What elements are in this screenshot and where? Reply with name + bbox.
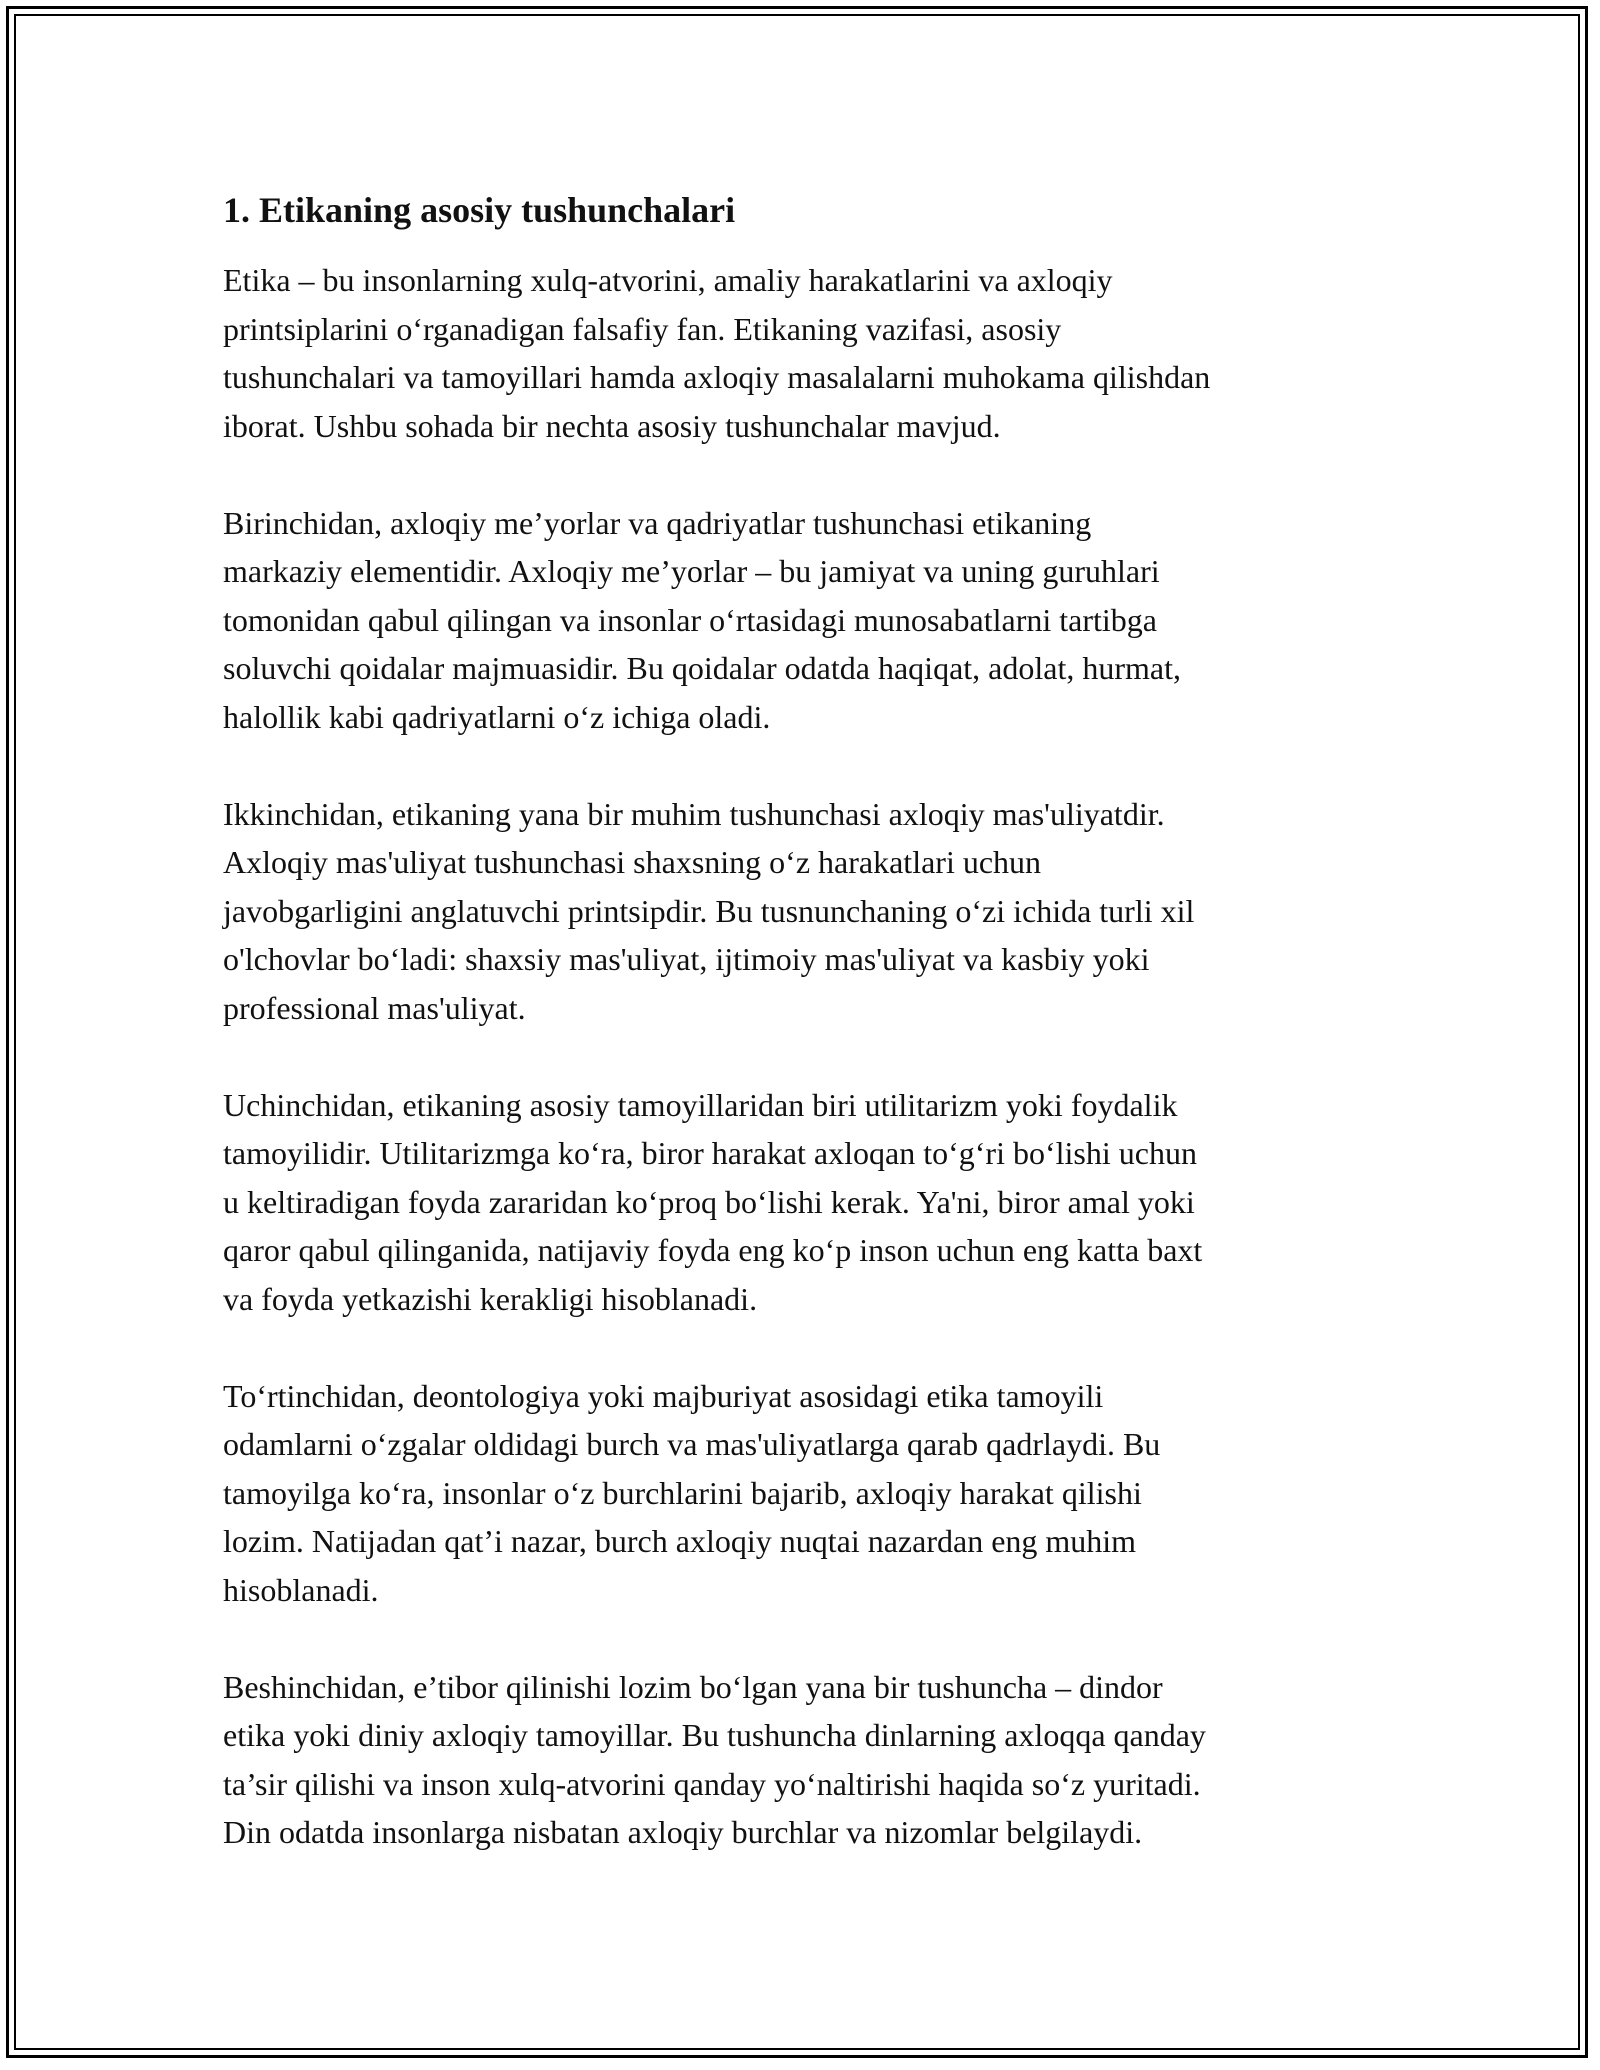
paragraph-line: odamlarni o‘zgalar oldidagi burch va mas'uliyatlarga qarab qadrlaydi. Bu	[223, 1426, 1161, 1462]
paragraph-line: tushunchalari va tamoyillari hamda axloqiy masalalarni muhokama qilishdan	[223, 359, 1211, 395]
paragraph-line: Axloqiy mas'uliyat tushunchasi shaxsning o‘z harakatlari uchun	[223, 844, 1042, 880]
paragraph-line: tomonidan qabul qilingan va insonlar o‘rtasidagi munosabatlarni tartibga	[223, 601, 1157, 638]
paragraph-line: Etika – bu insonlarning xulq-atvorini, amaliy harakatlarini va axloqiy	[223, 262, 1113, 298]
paragraph-line: o'lchovlar bo‘ladi: shaxsiy mas'uliyat, ijtimoiy mas'uliyat va kasbiy yoki	[223, 941, 1150, 977]
document-body	[223, 186, 1373, 1857]
paragraph	[223, 1372, 1373, 1615]
paragraph-line: hisoblanadi.	[223, 1571, 379, 1608]
paragraph-line: To‘rtinchidan, deontologiya yoki majburiyat asosidagi etika tamoyili	[223, 1377, 1104, 1414]
paragraph	[223, 1663, 1373, 1857]
paragraph-line: ta’sir qilishi va inson xulq-atvorini qanday yo‘naltirishi haqida so‘z yuritadi.	[223, 1765, 1201, 1802]
paragraph-line: va foyda yetkazishi kerakligi hisoblanadi.	[223, 1280, 758, 1317]
paragraph-line: tamoyilga ko‘ra, insonlar o‘z burchlarini bajarib, axloqiy harakat qilishi	[223, 1474, 1142, 1511]
paragraph-line: printsiplarini o‘rganadigan falsafiy fan. Etikaning vazifasi, asosiy	[223, 310, 1062, 347]
paragraph-line: javobgarligini anglatuvchi printsipdir. Bu tusnunchaning o‘zi ichida turli xil	[223, 892, 1195, 929]
paragraph-line: u keltiradigan foyda zararidan ko‘proq bo‘lishi kerak. Ya'ni, biror amal yoki	[223, 1183, 1195, 1220]
paragraph-line: soluvchi qoidalar majmuasidir. Bu qoidalar odatda haqiqat, adolat, hurmat,	[223, 650, 1181, 686]
paragraph-line: etika yoki diniy axloqiy tamoyillar. Bu tushuncha dinlarning axloqqa qanday	[223, 1717, 1206, 1753]
paragraph-line: lozim. Natijadan qat’i nazar, burch axloqiy nuqtai nazardan eng muhim	[223, 1523, 1137, 1559]
paragraph-line: Din odatda insonlarga nisbatan axloqiy burchlar va nizomlar belgilaydi.	[223, 1814, 1143, 1850]
paragraph	[223, 790, 1373, 1033]
paragraph-line: iborat. Ushbu sohada bir nechta asosiy tushunchalar mavjud.	[223, 407, 1001, 444]
paragraph-line: halollik kabi qadriyatlarni o‘z ichiga oladi.	[223, 698, 771, 735]
paragraph-line: professional mas'uliyat.	[223, 989, 526, 1026]
paragraph	[223, 1081, 1373, 1324]
paragraph-line: qaror qabul qilinganida, natijaviy foyda eng ko‘p inson uchun eng katta baxt	[223, 1232, 1203, 1268]
paragraph-line: Beshinchidan, e’tibor qilinishi lozim bo‘lgan yana bir tushuncha – dindor	[223, 1668, 1163, 1705]
paragraph	[223, 499, 1373, 742]
paragraph-line: tamoyilidir. Utilitarizmga ko‘ra, biror harakat axloqan to‘g‘ri bo‘lishi uchun	[223, 1135, 1197, 1171]
paragraph-line: Birinchidan, axloqiy me’yorlar va qadriyatlar tushunchasi etikaning	[223, 504, 1092, 541]
paragraph-list	[223, 256, 1373, 1857]
paragraph-line: Ikkinchidan, etikaning yana bir muhim tushunchasi axloqiy mas'uliyatdir.	[223, 795, 1165, 832]
section-heading: 1. Etikaning asosiy tushunchalari	[223, 190, 736, 230]
paragraph	[223, 256, 1373, 450]
paragraph-line: markaziy elementidir. Axloqiy me’yorlar – bu jamiyat va uning guruhlari	[223, 553, 1160, 589]
paragraph-line: Uchinchidan, etikaning asosiy tamoyillaridan biri utilitarizm yoki foydalik	[223, 1086, 1178, 1123]
